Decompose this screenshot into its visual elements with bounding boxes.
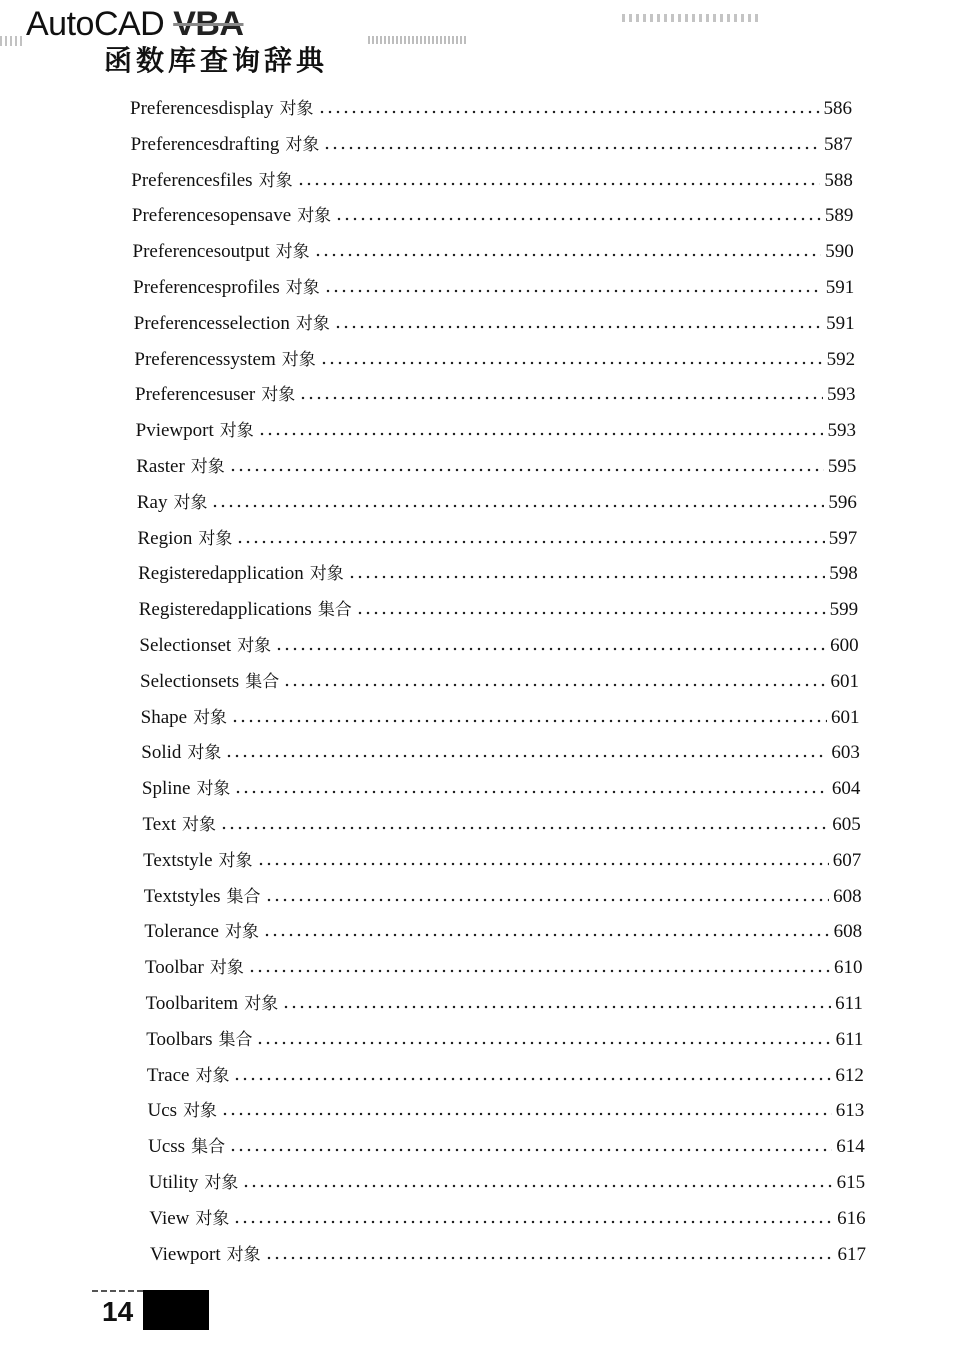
- toc-entry-page: 608: [833, 921, 863, 943]
- toc-dot-leader: [221, 1112, 832, 1116]
- toc-entry: [150, 1240, 866, 1266]
- toc-dot-leader: [335, 217, 821, 221]
- toc-entry: [146, 989, 863, 1015]
- toc-entry-kind: 集合: [191, 1137, 226, 1158]
- toc-entry-kind: 对象: [279, 99, 314, 119]
- toc-entry-name: Pviewport: [135, 420, 214, 442]
- toc-dot-leader: [257, 862, 829, 866]
- toc-dot-leader: [348, 575, 825, 579]
- toc-dot-leader: [299, 396, 823, 400]
- toc-entry-name: Preferencesuser: [135, 384, 256, 406]
- toc-entry: [130, 94, 852, 120]
- toc-entry-page: 608: [833, 885, 862, 907]
- toc-entry-kind: 对象: [297, 206, 332, 227]
- toc-entry-page: 596: [828, 491, 857, 513]
- toc-dot-leader: [233, 1220, 833, 1224]
- toc-entry-name: Toolbaritem: [145, 993, 239, 1014]
- toc-entry-kind: 对象: [309, 564, 344, 585]
- toc-entry-page: 591: [825, 277, 855, 298]
- toc-entry: [147, 1061, 864, 1087]
- toc-entry-kind: 对象: [196, 779, 231, 800]
- toc-entry-page: 616: [837, 1207, 866, 1229]
- toc-dot-leader: [282, 1005, 831, 1009]
- toc-dot-leader: [248, 969, 830, 973]
- toc-entry-name: Textstyles: [143, 885, 221, 907]
- toc-entry-page: 587: [823, 133, 853, 155]
- toc-entry-page: 598: [829, 563, 858, 585]
- toc-entry-page: 592: [826, 348, 856, 370]
- toc-entry-page: 593: [827, 384, 856, 406]
- toc-entry-name: Registeredapplications: [138, 599, 312, 621]
- toc-entry-kind: 对象: [195, 1065, 230, 1086]
- toc-entry-kind: 对象: [209, 958, 244, 979]
- toc-dot-leader: [265, 1256, 834, 1260]
- toc-entry-page: 604: [831, 778, 861, 800]
- toc-entry: [131, 166, 853, 192]
- toc-entry-kind: 对象: [182, 815, 216, 835]
- toc-entry-page: 595: [827, 456, 857, 477]
- toc-entry-page: 603: [831, 742, 860, 764]
- toc-entry-kind: 集合: [245, 671, 280, 692]
- toc-entry-name: Preferencesfiles: [131, 169, 253, 191]
- toc-entry-page: 613: [835, 1100, 865, 1122]
- toc-entry: [136, 452, 856, 478]
- toc-entry-page: 589: [824, 205, 854, 227]
- toc-entry-name: Selectionsets: [140, 670, 240, 692]
- toc-entry-kind: 对象: [285, 134, 320, 155]
- toc-dot-leader: [318, 110, 820, 114]
- toc-entry-kind: 对象: [261, 385, 296, 406]
- toc-entry-kind: 对象: [285, 278, 320, 298]
- toc-dot-leader: [211, 504, 824, 508]
- toc-entry-page: 600: [830, 635, 859, 656]
- toc-entry-name: Ray: [136, 491, 168, 513]
- toc-entry-page: 607: [832, 849, 862, 871]
- toc-entry-page: 611: [835, 993, 863, 1014]
- toc-entry: [139, 631, 858, 657]
- toc-entry-page: 590: [825, 241, 854, 263]
- toc-entry: [133, 237, 854, 263]
- toc-entry-name: Preferencesprofiles: [133, 277, 280, 298]
- toc-entry-name: Trace: [146, 1064, 190, 1086]
- toc-dot-leader: [263, 933, 830, 937]
- toc-entry-kind: 对象: [193, 707, 228, 728]
- toc-entry-page: 612: [835, 1064, 864, 1086]
- toc-entry: [134, 345, 855, 371]
- toc-entry: [149, 1204, 865, 1230]
- toc-entry-name: Shape: [140, 706, 188, 728]
- page-number-box: [92, 1290, 209, 1330]
- toc-entry: [138, 524, 858, 550]
- toc-entry: [148, 1096, 865, 1122]
- toc-entry-kind: 对象: [173, 492, 208, 513]
- toc-entry-kind: 对象: [295, 313, 330, 334]
- toc-entry-name: Preferencesoutput: [132, 241, 270, 263]
- toc-dot-leader: [265, 898, 830, 902]
- toc-entry-kind: 对象: [225, 922, 259, 943]
- toc-entry: [133, 273, 854, 299]
- toc-entry: [148, 1132, 865, 1158]
- toc-entry-name: Text: [142, 814, 176, 835]
- toc-entry-name: Preferencesselection: [133, 312, 290, 334]
- toc-entry-kind: 对象: [218, 850, 253, 871]
- toc-dot-leader: [258, 432, 824, 436]
- toc-entry: [139, 595, 858, 621]
- toc-entry: [143, 846, 861, 872]
- toc-entry-name: Preferencesdrafting: [130, 133, 280, 155]
- toc-entry-kind: 对象: [226, 1244, 261, 1265]
- toc-dot-leader: [297, 182, 821, 186]
- book-title-vba: VBA: [173, 5, 244, 43]
- toc-entry-page: 614: [836, 1136, 865, 1158]
- toc-entry-kind: 对象: [281, 349, 316, 370]
- toc-entry: [149, 1168, 865, 1194]
- toc-entry-page: 605: [832, 814, 861, 835]
- toc-entry-name: Utility: [148, 1172, 199, 1193]
- toc-entry: [142, 774, 860, 800]
- toc-entry-page: 615: [836, 1172, 866, 1193]
- toc-entry: [132, 201, 853, 227]
- toc-dot-leader: [256, 1041, 831, 1045]
- toc-entry-page: 599: [829, 599, 859, 621]
- toc-dot-leader: [242, 1184, 832, 1188]
- toc-dot-leader: [220, 826, 828, 830]
- toc-entry-name: Selectionset: [139, 635, 232, 656]
- toc-entry-kind: 对象: [258, 170, 293, 191]
- toc-entry-page: 588: [824, 169, 853, 191]
- toc-dot-leader: [283, 683, 826, 687]
- toc-entry-kind: 对象: [275, 242, 310, 263]
- toc-dot-leader: [320, 361, 823, 365]
- toc-entry-name: Textstyle: [143, 849, 213, 871]
- toc-dot-leader: [233, 1077, 831, 1081]
- toc-dot-leader: [275, 647, 826, 651]
- toc-dot-leader: [234, 790, 827, 794]
- toc-dot-leader: [231, 719, 827, 723]
- book-subtitle: 函数库查询辞典: [104, 44, 329, 77]
- toc-entry-name: Solid: [141, 742, 182, 764]
- toc-entry-page: 593: [827, 420, 856, 442]
- toc-entry-page: 586: [823, 98, 852, 119]
- toc-entry-kind: 对象: [198, 528, 233, 549]
- toc-entry-kind: 对象: [195, 1208, 230, 1229]
- toc-dot-leader: [229, 468, 824, 472]
- toc-dot-leader: [323, 146, 820, 150]
- toc-entry: [143, 810, 861, 836]
- toc-dot-leader: [324, 289, 822, 293]
- toc-entry-kind: 对象: [244, 994, 279, 1014]
- toc-entry-name: Ucss: [148, 1136, 186, 1158]
- toc-entry-kind: 对象: [190, 457, 225, 477]
- toc-entry: [138, 559, 858, 585]
- toc-entry: [137, 488, 857, 514]
- toc-entry-kind: 对象: [187, 743, 222, 764]
- toc-entry-kind: 集合: [218, 1029, 253, 1050]
- toc-entry-kind: 对象: [219, 421, 254, 442]
- toc-dot-leader: [356, 611, 826, 615]
- toc-entry-kind: 对象: [183, 1101, 218, 1122]
- toc-entry-name: Raster: [136, 456, 185, 477]
- toc-entry: [136, 416, 856, 442]
- toc-entry-kind: 集合: [317, 600, 352, 621]
- toc-entry-page: 601: [830, 706, 860, 728]
- toc-entry: [141, 738, 860, 764]
- toc-entry: [146, 1025, 863, 1051]
- toc-entry: [131, 130, 853, 156]
- toc-entry-page: 617: [837, 1243, 866, 1265]
- toc-entry-kind: 对象: [237, 636, 272, 656]
- book-title-main: AutoCAD: [26, 5, 174, 43]
- toc-dot-leader: [314, 253, 822, 257]
- toc-entry: [145, 953, 863, 979]
- toc-entry-name: Toolbars: [146, 1028, 213, 1050]
- page-number-bar: [143, 1290, 209, 1330]
- toc-entry: [140, 667, 859, 693]
- toc-entry-name: Region: [137, 527, 193, 549]
- toc-entry-name: Ucs: [147, 1100, 178, 1122]
- toc-entry: [135, 380, 856, 406]
- toc-entry-page: 597: [828, 527, 858, 549]
- toc-entry-page: 601: [830, 670, 859, 692]
- toc-entry: [144, 917, 862, 943]
- toc-entry-page: 611: [835, 1028, 864, 1050]
- toc-entry-kind: 集合: [226, 886, 261, 907]
- toc-entry-kind: 对象: [204, 1173, 239, 1193]
- toc-dot-leader: [334, 325, 822, 329]
- toc-entry-name: Registeredapplication: [138, 563, 304, 585]
- toc-dot-leader: [229, 1148, 832, 1152]
- toc-entry-name: Preferencesopensave: [131, 205, 292, 227]
- toc-dot-leader: [236, 540, 824, 544]
- toc-entry-name: Preferencessystem: [134, 348, 276, 370]
- toc-entry: [141, 703, 860, 729]
- toc-entry: [144, 882, 862, 908]
- toc-entry-page: 591: [826, 312, 855, 334]
- toc-entry-name: Spline: [141, 778, 191, 800]
- toc-entry-name: Toolbar: [145, 957, 204, 979]
- toc-entry-name: Tolerance: [144, 921, 219, 943]
- page-number: 14: [92, 1290, 143, 1330]
- toc-dot-leader: [225, 754, 827, 758]
- toc-entry: [134, 309, 855, 335]
- toc-entry-name: Viewport: [150, 1243, 221, 1265]
- toc-entry-name: Preferencesdisplay: [130, 98, 274, 119]
- toc-entry-name: View: [149, 1207, 190, 1229]
- toc-entry-page: 610: [834, 957, 863, 979]
